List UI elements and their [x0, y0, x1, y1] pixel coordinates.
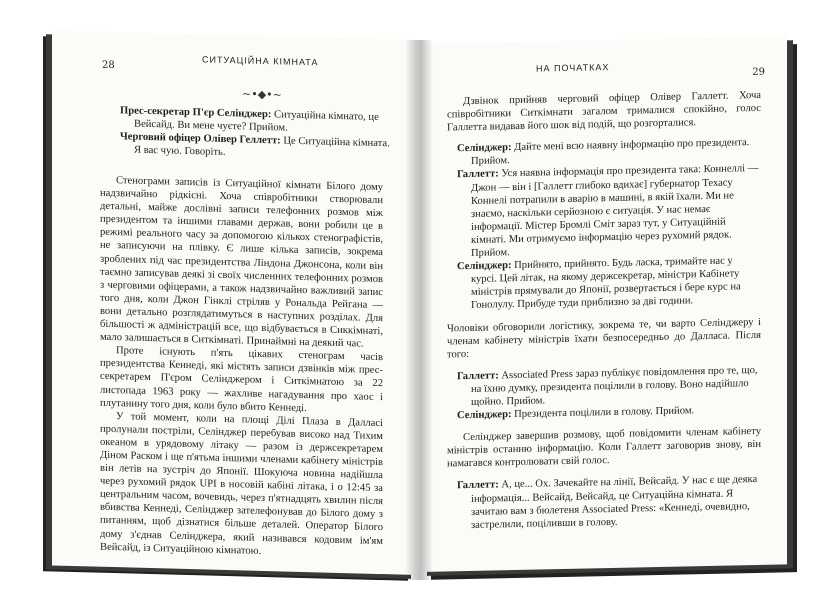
dialogue-block: [457, 136, 761, 313]
dialogue-line: [457, 473, 761, 532]
paragraph: У той момент, коли на площі Ділі Плаза в Далласі пролунали постріли, Селінджер перебував високо над Тихим океаном в урядовому літаку — разом із держсекретарем Діном Раском і ще п'ятьма іншими членами кабінету міністрів він летів на зустріч до Японії. Шокуюча новина надійшла через рухомий рядок UPI в носовій кабіні літака, і о 12:45 за центральним часом, вочевидь, через п'ятнадцять хвилин після вбивства Кеннеді, Селінджер зателефонував до Білого дому з питанням, щоб дізнатися більше деталей. Оператор Білого дому з'єднав Селінджера, який називався кодовим ім'ям Вейсайд, із Ситуаційною кімнатою.: [100, 410, 383, 557]
speaker: Прес-секретар П'єр Селінджер:: [120, 105, 272, 121]
paragraph: Селінджер завершив розмову, щоб повідомити членам кабінету міністрів останню інформацію. Коли Галлетт заговорив знову, він намагався контролювати свій голос.: [447, 426, 761, 470]
paragraph: Чоловіки обговорили логістику, зокрема те, чи варто Селінджеру і членам кабінету міністрів їхати безпосередньо до Далласа. Після того:: [447, 316, 761, 361]
dialogue-line: [457, 162, 761, 260]
dialogue-line: [457, 254, 761, 313]
opening-dialogue: [120, 104, 390, 163]
running-head: СИТУАЦІЙНА КІМНАТА: [202, 54, 319, 68]
line-text: Дайте мені всю наявну інформацію про президента. Прийом.: [471, 137, 750, 168]
page-number: 29: [752, 66, 765, 79]
speaker: Галлетт:: [457, 370, 499, 383]
line-text: Прийнято, прийнято. Будь ласка, тримайте нас у курсі. Цей літак, на якому держсекретар, міністри Кабінету міністрів прямували до Японії, розвертається і бере курс на Гонолулу. Прибуде туди приблизно за дві години.: [471, 255, 741, 312]
speaker: Селінджер:: [457, 142, 512, 155]
line-text: Ситуаційна кімнато, це Вейсайд. Ви мене чуєте? Прийом.: [134, 109, 379, 134]
dialogue-block: [457, 473, 761, 532]
ornament-divider: ~•◆•~: [242, 87, 282, 102]
line-text: А, це... Ох. Зачекайте на лінії, Вейсайд. У нас є ще деяка інформація... Вейсайд, Вейсайд, це Ситуаційна кімната. Я зачитаю вам з бюлетеня Associated Press: «Кеннеді, очевидно, застрелили, поціливши в голову.: [471, 474, 758, 531]
paragraph: Стенограми записів із Ситуаційної кімнати Білого дому надзвичайно рідкісні. Хоча співробітники створювали детальні, майже дослівні записи телефонних розмов між президентом та іншими главами держав, вони робили це в режимі реального часу за допомогою кількох стенографістів, не записуючи на плівку. Є лише кілька записів, зокрема зроблених під час президентства Ліндона Джонсона, коли він таємно записував деякі зі своїх численних телефонних розмов з черговими офіцерами, а також надзвичайно важливий запис того дня, коли Джон Гінклі стріляв у Рональда Рейгана — вони детально розглядатимуться в наступних розділах. Для більшості ж адміністрацій все, що відбувається в Сиккімнаті, мало залишається в Ситкімнаті. Принаймні на деякий час.: [100, 175, 383, 350]
running-head: НА ПОЧАТКАХ: [536, 62, 610, 74]
speaker: Селінджер:: [457, 260, 512, 273]
dialogue-line: [457, 364, 761, 410]
right-page: [421, 36, 787, 572]
paragraph: Проте існують п'ять цікавих стенограм часів президентства Кеннеді, які містять записи дзвінків між прес-секретарем П'єром Селінджером і Ситкімнатою за 22 листопада 1963 року — жахливе нагадування про хаос і плутанину того дня, коли було вбито Кеннеді.: [100, 345, 383, 414]
speaker: Галлетт:: [457, 479, 499, 492]
page-number: 28: [102, 59, 115, 72]
line-text: Уся наявна інформація про президента така: Коннеллі — Джон — він і [Галлетт глибоко вдихає] губернатор Техасу Коннелі потрапили в аварію в машині, в якій їхали. Ми не знаємо, наскільки серйозною є ситуація. У нас немає інформації. Містер Бромлі Сміт зараз тут, у Ситуаційній кімнаті. Ми отримуємо інформацію через рухомий рядок. Прийом.: [471, 163, 759, 259]
body-text: [447, 89, 761, 532]
dialogue-block: [457, 364, 761, 423]
paragraph: Дзвінок прийняв черговий офіцер Олівер Галлетт. Хоча співробітники Ситкімнати загалом трималися спокійно, голос Галлетта видавав його шок від подій, що розгорталися.: [447, 89, 761, 134]
left-page: [52, 30, 417, 575]
body-text: [100, 174, 383, 561]
line-text: Це Ситуаційна кімната. Я вас чую. Говоріть.: [134, 135, 390, 159]
line-text: Associated Press зараз публікує повідомлення про те, що, на їхню думку, президента поцілили в голову. Воно надійшло щойно. Прийом.: [471, 364, 758, 408]
speaker: Черговий офіцер Олівер Геллетт:: [120, 131, 281, 147]
speaker: Селінджер:: [457, 409, 512, 422]
line-text: Президента поцілили в голову. Прийом.: [514, 405, 695, 421]
speaker: Галлетт:: [457, 168, 499, 181]
